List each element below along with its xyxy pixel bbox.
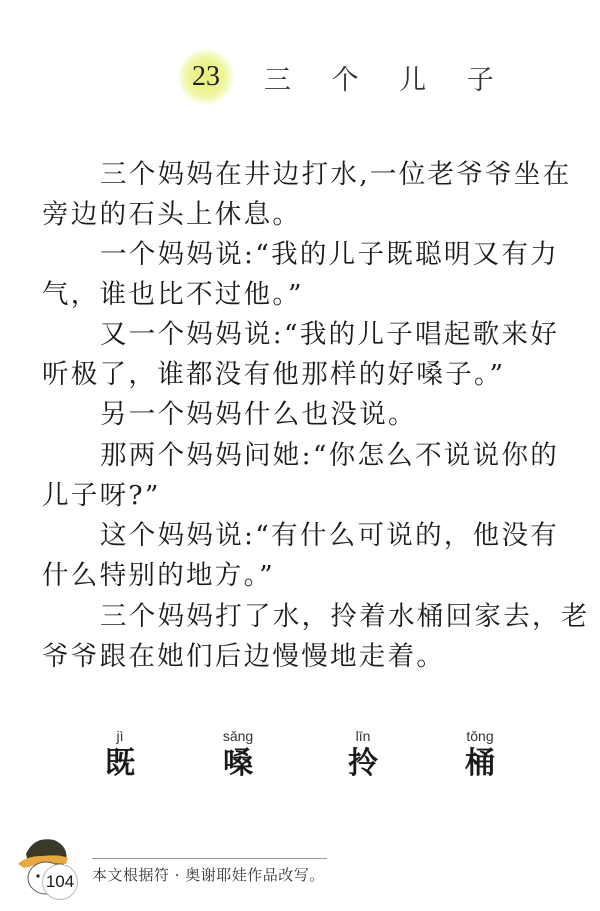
- vocab-char: 桶: [465, 746, 495, 781]
- text-line: 儿子呀?”: [42, 480, 161, 511]
- text-line: 一个妈妈说:“我的儿子既聪明又有力: [100, 239, 560, 270]
- text-line: 三个妈妈在井边打水,一位老爷爷坐在: [100, 159, 572, 190]
- vocab-char: 拎: [348, 746, 378, 781]
- text-line: 那两个妈妈问她:“你怎么不说说你的: [100, 440, 560, 471]
- text-line: 又一个妈妈说:“我的儿子唱起歌来好: [100, 319, 560, 350]
- text-line: 这个妈妈说:“有什么可说的，他没有: [100, 520, 560, 551]
- text-line: 三个妈妈打了水，拎着水桶回家去，老: [100, 601, 590, 632]
- source-note: 本文根据符 · 奥谢耶娃作品改写。: [92, 866, 325, 884]
- text-line: 听极了，谁都没有他那样的好嗓子。”: [42, 359, 506, 390]
- footnote-divider: [92, 858, 327, 859]
- pinyin: tǒng: [466, 728, 494, 744]
- lesson-header: [178, 52, 510, 102]
- text-line: 什么特别的地方。”: [42, 560, 275, 591]
- page-number: 104: [42, 864, 78, 900]
- vocab-char: 嗓: [223, 746, 253, 781]
- pinyin: līn: [355, 728, 371, 744]
- vocab-item: [333, 728, 393, 782]
- text-line: 另一个妈妈什么也没说。: [100, 399, 417, 430]
- vocab-item: [450, 728, 510, 782]
- vocab-item: [90, 728, 150, 782]
- lesson-number-badge: 23: [178, 49, 234, 105]
- text-line: 旁边的石头上休息。: [42, 199, 302, 230]
- text-line: 气，谁也比不过他。”: [42, 279, 304, 310]
- vocab-item: [208, 728, 268, 782]
- vocab-char: 既: [105, 746, 135, 781]
- pinyin: sǎng: [222, 728, 254, 744]
- pinyin: jì: [116, 728, 124, 744]
- text-line: 爷爷跟在她们后边慢慢地走着。: [42, 641, 446, 672]
- lesson-title: 三 个 儿 子: [264, 64, 510, 96]
